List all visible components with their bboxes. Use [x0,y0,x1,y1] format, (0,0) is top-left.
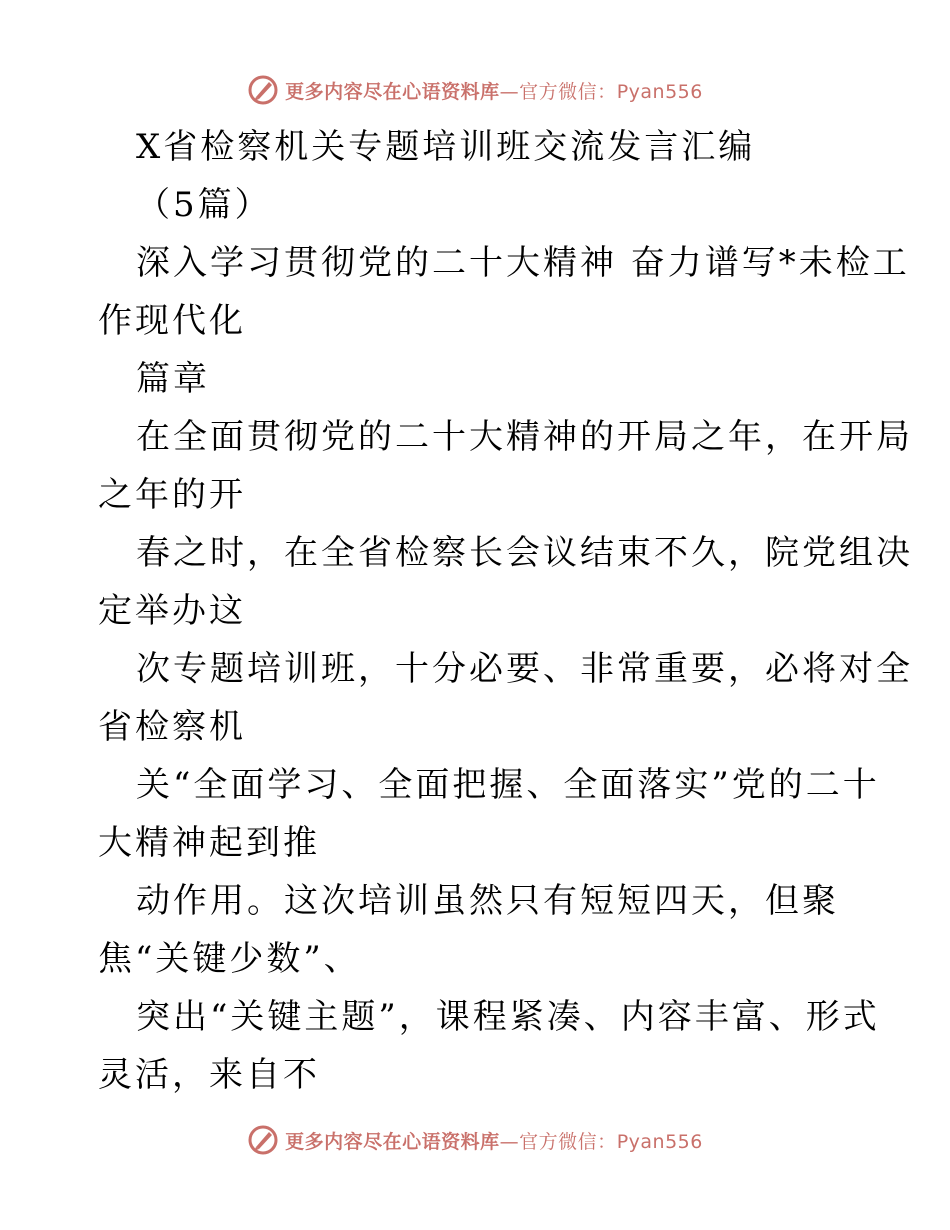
header-banner [0,70,950,110]
paragraph-line: 焦“关键少数”、 [98,939,361,979]
document-body [98,118,913,1104]
paragraph-line: 省检察机 [98,707,246,747]
paragraph-line: 灵活，来自不 [98,1055,320,1095]
banner-dash: — [499,1130,520,1153]
paragraph-line: 突出“关键主题”，课程紧凑、内容丰富、形式 [136,997,880,1037]
banner-main-text: 更多内容尽在心语资料库 [285,1130,500,1153]
article-title: 深入学习贯彻党的二十大精神 奋力谱写*未检工 [136,243,910,283]
footer-banner [0,1120,950,1160]
document-title: X省检察机关专题培训班交流发言汇编 [136,127,756,167]
banner-official-label: 官方微信： [519,1130,617,1153]
paragraph-line: 之年的开 [98,475,246,515]
document-subtitle: （5篇） [136,185,272,225]
article-title-continued: 作现代化 [98,301,246,341]
quill-pen-logo-icon [247,74,279,106]
paragraph-line: 在全面贯彻党的二十大精神的开局之年，在开局 [136,417,913,457]
paragraph-line: 次专题培训班，十分必要、非常重要，必将对全 [136,649,913,689]
banner-wechat-id: Pyan556 [616,80,703,103]
paragraph-line: 定举办这 [98,591,246,631]
banner-dash: — [499,80,520,103]
banner-main-text: 更多内容尽在心语资料库 [285,80,500,103]
paragraph-line: 大精神起到推 [98,823,320,863]
banner-wechat-id: Pyan556 [616,1130,703,1153]
paragraph-line: 关“全面学习、全面把握、全面落实”党的二十 [136,765,880,805]
section-label: 篇章 [136,359,210,399]
paragraph-line: 动作用。这次培训虽然只有短短四天，但聚 [136,881,839,921]
quill-pen-logo-icon [247,1124,279,1156]
paragraph-line: 春之时，在全省检察长会议结束不久，院党组决 [136,533,913,573]
banner-official-label: 官方微信： [519,80,617,103]
